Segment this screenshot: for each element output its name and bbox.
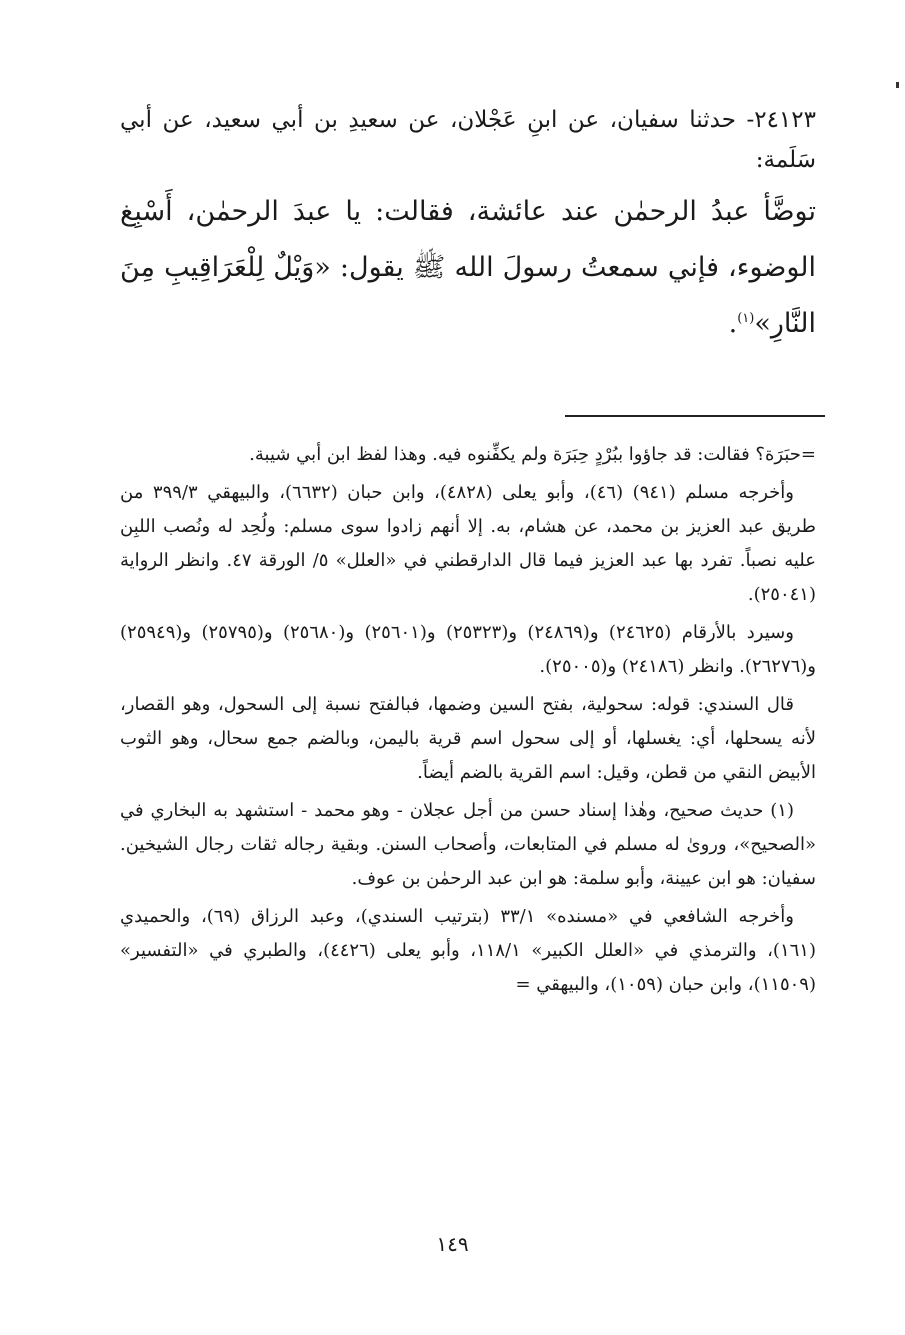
footnote-separator	[565, 415, 825, 417]
footnote-paragraph: وأخرجه مسلم (٩٤١) (٤٦)، وأبو يعلى (٤٨٢٨)، وابن حبان (٦٦٣٢)، والبيهقي ٣٩٩/٣ من طريق عبد العزيز بن محمد، عن هشام، به. إلا أنهم زادوا سوى مسلم: ولُحِد له ونُصب اللبِن عليه نصباً. تفرد بها عبد العزيز فيما قال الدارقطني في «العلل» ٥/ الورقة ٤٧. وانظر الرواية (٢٥٠٤١).	[120, 482, 816, 605]
main-text	[120, 100, 816, 352]
footnote-paragraph: وأخرجه الشافعي في «مسنده» ٣٣/١ (بترتيب السندي)، وعبد الرزاق (٦٩)، والحميدي (١٦١)، والترمذي في «العلل الكبير» ١١٨/١، وأبو يعلى (٤٤٢٦)، والطبري في «التفسير» (١١٥٠٩)، وابن حبان (١٠٥٩)، والبيهقي =	[120, 906, 816, 995]
footnotes	[120, 438, 816, 1006]
hadith-matn-end: .	[728, 308, 738, 339]
footnote-1: (١) حديث صحيح، وهٰذا إسناد حسن من أجل عجلان - وهو محمد - استشهد به البخاري في «الصحيح»، وروىٰ له مسلم في المتابعات، وأصحاب السنن. وبقية رجاله ثقات رجال الشيخين. سفيان: هو ابن عيينة، وأبو سلمة: هو ابن عبد الرحمٰن بن عوف.	[120, 800, 816, 889]
footnote-reference: (١)	[737, 311, 755, 326]
margin-mark	[896, 82, 899, 88]
hadith-matn-text: توضَّأ عبدُ الرحمٰن عند عائشة، فقالت: يا عبدَ الرحمٰن، أَسْبِغ الوضوء، فإني سمعتُ رسولَ الله ﷺ يقول: «وَيْلٌ لِلْعَرَاقِيبِ مِنَ النَّارِ»	[120, 196, 816, 339]
footnote-continuation: =حبَرَة؟ فقالت: قد جاؤوا ببُرْدٍ حِبَرَة ولم يكفِّنوه فيه. وهذا لفظ ابن أبي شيبة.	[249, 444, 816, 465]
footnote-paragraph: وسيرد بالأرقام (٢٤٦٢٥) و(٢٤٨٦٩) و(٢٥٣٢٣) و(٢٥٦٠١) و(٢٥٦٨٠) و(٢٥٧٩٥) و(٢٥٩٤٩) و(٢٦٢٧٦). وانظر (٢٤١٨٦) و(٢٥٠٠٥).	[120, 622, 816, 677]
page-number: ١٤٩	[436, 1232, 469, 1256]
hadith-isnad: ٢٤١٢٣- حدثنا سفيان، عن ابنِ عَجْلان، عن سعيدِ بن أبي سعيد، عن أبي سَلَمة:	[120, 107, 816, 173]
hadith-matn	[120, 184, 816, 352]
footnote-paragraph: قال السندي: قوله: سحولية، بفتح السين وضمها، فبالفتح نسبة إلى السحول، وهو القصار، لأنه يسحلها، أي: يغسلها، أو إلى سحول اسم قرية باليمن، وبالضم جمع سحال، وهو الثوب الأبيض النقي من قطن، وقيل: اسم القرية بالضم أيضاً.	[120, 694, 816, 783]
